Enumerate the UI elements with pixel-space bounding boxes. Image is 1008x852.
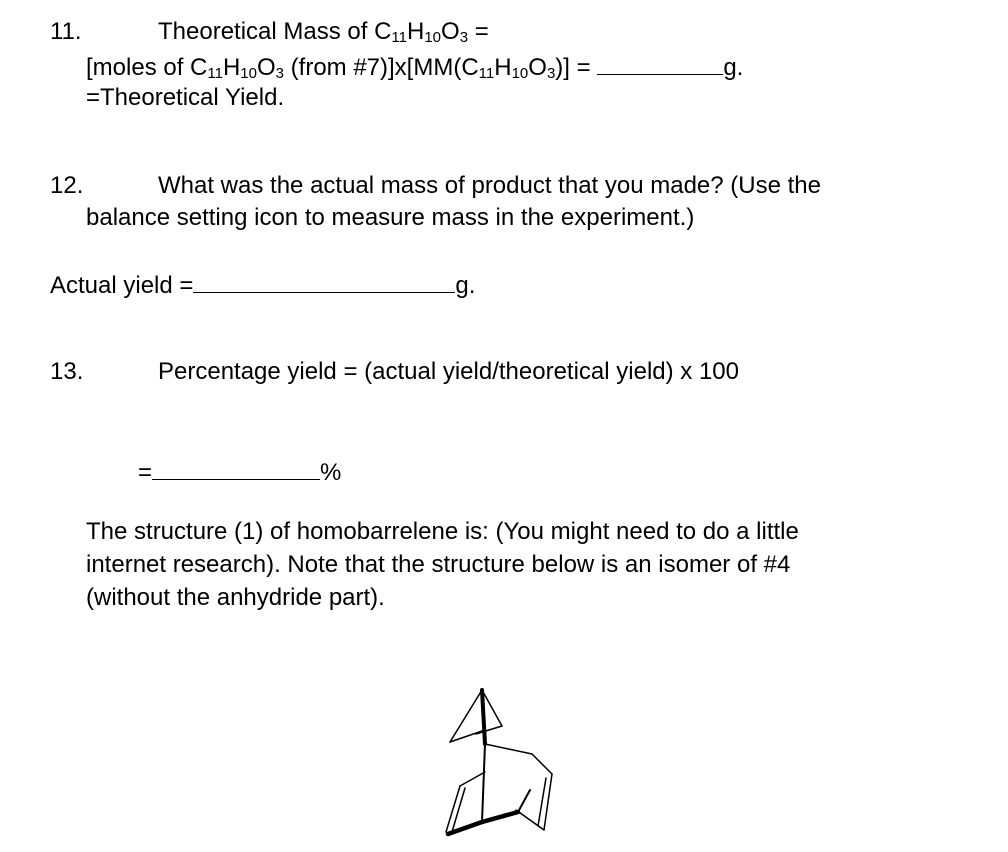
structure-note-line3: (without the anhydride part). — [86, 584, 385, 611]
q13-number: 13. — [50, 358, 84, 385]
q11-title: Theoretical Mass of $C_{11}H_{10}O_3$ = — [158, 18, 489, 46]
structure-note-line2: internet research). Note that the structure below is an isomer of #4 — [86, 551, 791, 578]
q13-formula: Percentage yield = (actual yield/theoretical yield) x 100 — [158, 358, 739, 385]
q11-number: 11. — [50, 18, 82, 45]
q12-number: 12. — [50, 172, 84, 199]
q12-question-line2: balance setting icon to measure mass in the experiment.) — [86, 204, 695, 231]
homobarrelene-structure — [420, 682, 600, 842]
q12-answer: Actual yield = g. — [50, 268, 475, 302]
q11-equation: [moles of $C_{11}H_{10}O_3$ (from $\#7)]x[MM(C_{11}H_{10}O_3)] = g$. — [86, 50, 743, 84]
q12-question-line1: What was the actual mass of product that you made? (Use the — [158, 172, 821, 199]
q11-result-label: =Theoretical Yield. — [86, 84, 285, 111]
structure-note-line1: The structure (1) of homobarrelene is: (You might need to do a little — [86, 518, 799, 545]
q12-answer-blank[interactable] — [193, 268, 455, 293]
q13-answer: = % — [138, 455, 341, 489]
q13-answer-blank[interactable] — [152, 455, 320, 480]
q11-answer-blank[interactable] — [597, 50, 723, 75]
